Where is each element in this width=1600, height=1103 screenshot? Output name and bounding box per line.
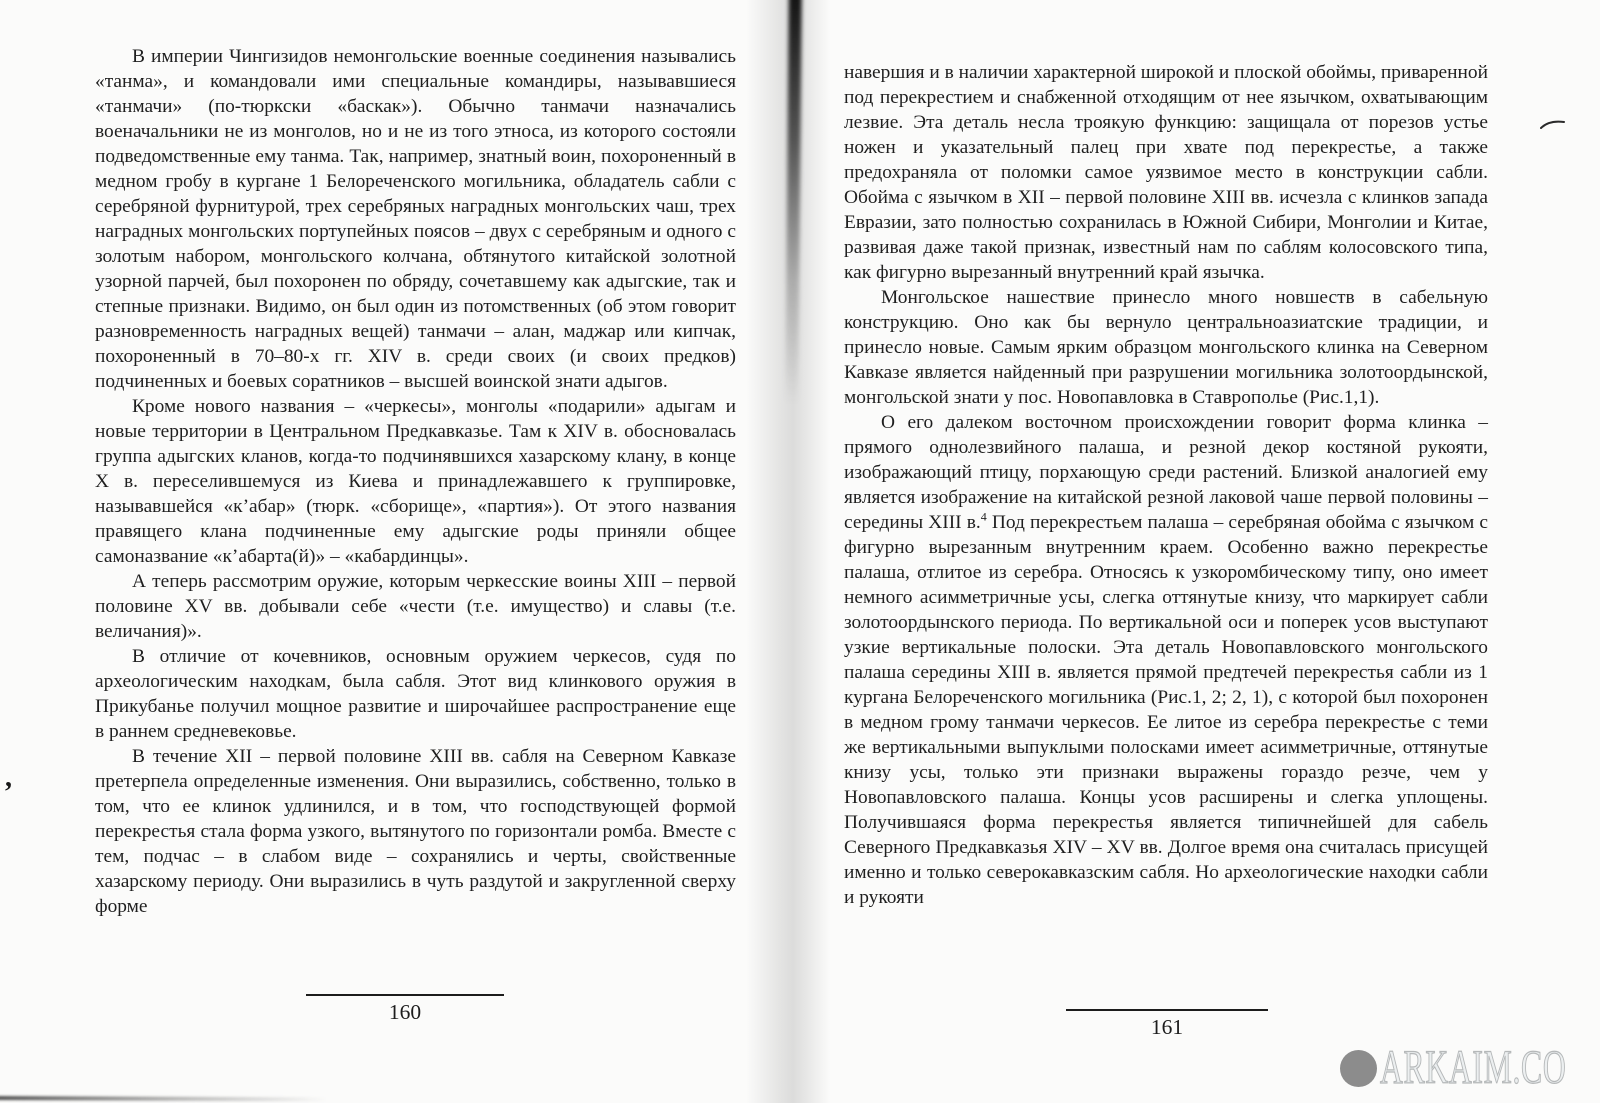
scan-edge-line xyxy=(0,1096,327,1101)
paragraph: В течение XII – первой половине XIII вв. сабля на Северном Кавказе претерпела определенные изменения. Они выразились, собственно, только в том, что ее клинок удлинился, и в том, что господствующей формой перекрестья стала форма узкого, вытянутого по горизонтали ромба. Вместе с тем, подчас – в слабом виде – сохранялись и черты, свойственные хазарскому периоду. Они выразились в чуть раздутой и закругленной сверху форме xyxy=(95,746,736,917)
paragraph: А теперь рассмотрим оружие, которым черкесские воины XIII – первой половине XV вв. добывали себе «чести (т.е. имущество) и славы (т.е. величания)». xyxy=(95,571,736,642)
page-number-right xyxy=(1066,1009,1268,1039)
footnote-reference: 4 xyxy=(980,509,987,524)
page-number-label: 160 xyxy=(388,1000,422,1024)
paragraph-text: Под перекрестьем палаша – серебряная обойма с язычком с фигурно вырезанным внутренним краем. Особенно важно перекрестье палаша, отлитое из серебра. Относясь к узкоромбическому типу, оно имеет немного асимметричные усы, слегка оттянутые книзу, что маркирует сабли золотоордынского периода. По вертикальной оси и поперек усов выступают узкие вертикальные полоски. Эта деталь Новопавловского монгольского палаша середины XIII в. является прямой предтечей перекрестья сабли из 1 кургана Белореченского могильника (Рис.1, 2; 2, 1), с которой был похоронен в медном грому танмачи черкесов. Ее литое из серебра перекрестье с теми же вертикальными выпуклыми полосками имеет асимметричные, оттянутые книзу усы, только эти признаки выражены гораздо резче, чем у Новопавловского палаша. Концы усов расширены и слегка уплощены. Получившаяся форма перекрестья является типичнейшей для сабель Северного Предкавказья XIV – XV вв. Долгое время она считалась присущей именно и только северокавказским сабля. Но археологические находки сабли и рукояти xyxy=(844,512,1489,908)
paragraph-text: О его далеком восточном происхождении говорит форма клинка – прямого однолезвийного палаша, и резной декор костяной рукояти, изображающий птицу, порхающую среди растений. Близкой аналогией ему является изображение на китайской резной лаковой чаше первой половины – середины XIII в. xyxy=(844,412,1488,533)
paragraph: Монгольское нашествие принесло много новшеств в сабельную конструкцию. Оно как бы вернуло центральноазиатские традиции, и принесло новые. Самым ярким образцом монгольского клинка на Северном Кавказе является найденный при разрушении могильника золотоордынской, монгольской знати у пос. Новопавловка в Ставрополье (Рис.1,1). xyxy=(844,287,1488,408)
stray-ink-mark: , xyxy=(5,762,12,793)
page-number-left xyxy=(306,994,504,1024)
watermark-circle-icon xyxy=(1340,1050,1377,1087)
paragraph: навершия и в наличии характерной широкой и плоской обоймы, приваренной под перекрестием и снабженной отходящим от нее язычком, охватывающим лезвие. Эта деталь несла троякую функцию: защищала от порезов устье ножен и указательный палец при хвате под перекрестье, а также предохраняла от поломки самое уязвимое место в конструкции сабли. Обойма с язычком в XII – первой половине XIII вв. исчезла с клинков запада Евразии, зато полностью сохранилась в Южной Сибири, Монголии и Китае, развивая даже такой признак, известный нам по саблям колосовского типа, как фигурно вырезанный внутренний край язычка. xyxy=(844,62,1488,283)
page-number-label: 161 xyxy=(1150,1015,1184,1039)
watermark-text: ARKAIM.CO xyxy=(1380,1041,1567,1094)
page-number-rule xyxy=(1066,1009,1268,1011)
left-page-text xyxy=(95,44,736,919)
paragraph xyxy=(844,410,1488,910)
stray-curve-mark xyxy=(1540,118,1566,136)
page-gutter-shadow xyxy=(746,0,830,1103)
page-gutter-dark-edge xyxy=(785,0,802,404)
stray-curve-icon xyxy=(1540,118,1566,131)
paragraph: Кроме нового названия – «черкесы», монголы «подарили» адыгам и новые территории в Центральном Предкавказье. Там к XIV в. обосновалась группа адыгских кланов, когда-то подчинявшихся хазарскому клану, в конце X в. переселившемуся из Киева и принадлежавшего к группировке, называвшейся «к’абар» (тюрк. «сборище», «партия»). От этого названия правящего клана подчиненные ему адыгские роды приняли общее самоназвание «к’абарта(й)» – «кабардинцы». xyxy=(95,396,736,567)
right-page-text xyxy=(844,60,1488,910)
page-number-rule xyxy=(306,994,504,996)
paragraph: В отличие от кочевников, основным оружием черкесов, судя по археологическим находкам, была сабля. Этот вид клинкового оружия в Прикубанье получил мощное развитие и широчайшее распространение еще в раннем средневековье. xyxy=(95,646,736,742)
paragraph: В империи Чингизидов немонгольские военные соединения назывались «танма», и командовали ими специальные командиры, называвшиеся «танмачи» (по-тюркски «баскак»). Обычно танмачи назначались военачальники не из монголов, но и не из того этноса, из которого состояли подведомственные ему танма. Так, например, знатный воин, похороненный в медном гробу в кургане 1 Белореченского могильника, обладатель сабли с серебряной фурнитурой, трех серебряных наградных монгольских чаш, трех наградных монгольских портупейных поясов – двух с серебряным и одного с золотым набором, монгольского колчана, обтянутого китайской золотной узорной парчей, был похоронен по обряду, сочетавшему как адыгские, так и степные признаки. Видимо, он был один из потомственных (об этом говорит разновременность наградных вещей) танмачи – алан, маджар или кипчак, похороненный в 70–80-х гг. XIV в. среди своих (и своих предков) подчиненных и боевых соратников – высшей воинской знати адыгов. xyxy=(95,46,736,392)
watermark xyxy=(1340,1041,1600,1094)
